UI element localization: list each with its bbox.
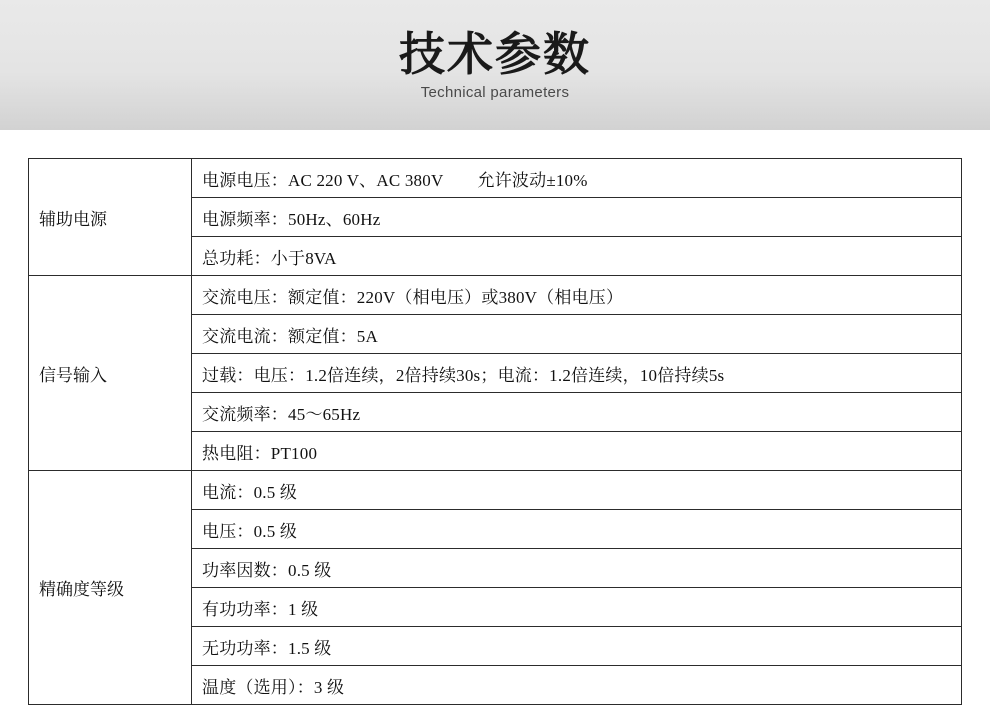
value-cell: 有功功率：1 级 — [192, 588, 962, 627]
value-cell: 温度（选用）：3 级 — [192, 666, 962, 705]
page-banner — [0, 0, 990, 130]
category-cell: 信号输入 — [29, 276, 192, 471]
banner-spacer — [0, 130, 990, 158]
category-cell: 辅助电源 — [29, 159, 192, 276]
value-cell: 过载：电压：1.2倍连续，2倍持续30s；电流：1.2倍连续，10倍持续5s — [192, 354, 962, 393]
value-cell: 电源电压：AC 220 V、AC 380V 允许波动±10% — [192, 159, 962, 198]
value-cell: 无功功率：1.5 级 — [192, 627, 962, 666]
page-subtitle: Technical parameters — [420, 84, 570, 101]
value-cell: 电流：0.5 级 — [192, 471, 962, 510]
value-cell: 功率因数：0.5 级 — [192, 549, 962, 588]
table-row — [29, 159, 962, 198]
page-title: 技术参数 — [399, 28, 591, 80]
value-cell: 交流频率：45～65Hz — [192, 393, 962, 432]
value-cell: 热电阻：PT100 — [192, 432, 962, 471]
value-cell: 电压：0.5 级 — [192, 510, 962, 549]
value-cell: 交流电流：额定值：5A — [192, 315, 962, 354]
value-cell: 电源频率：50Hz、60Hz — [192, 198, 962, 237]
table-row — [29, 471, 962, 510]
category-cell: 精确度等级 — [29, 471, 192, 705]
value-cell: 总功耗：小于8VA — [192, 237, 962, 276]
value-cell: 交流电压：额定值：220V（相电压）或380V（相电压） — [192, 276, 962, 315]
technical-parameters-table — [28, 158, 962, 705]
table-row — [29, 276, 962, 315]
spec-table-wrapper — [0, 158, 990, 705]
